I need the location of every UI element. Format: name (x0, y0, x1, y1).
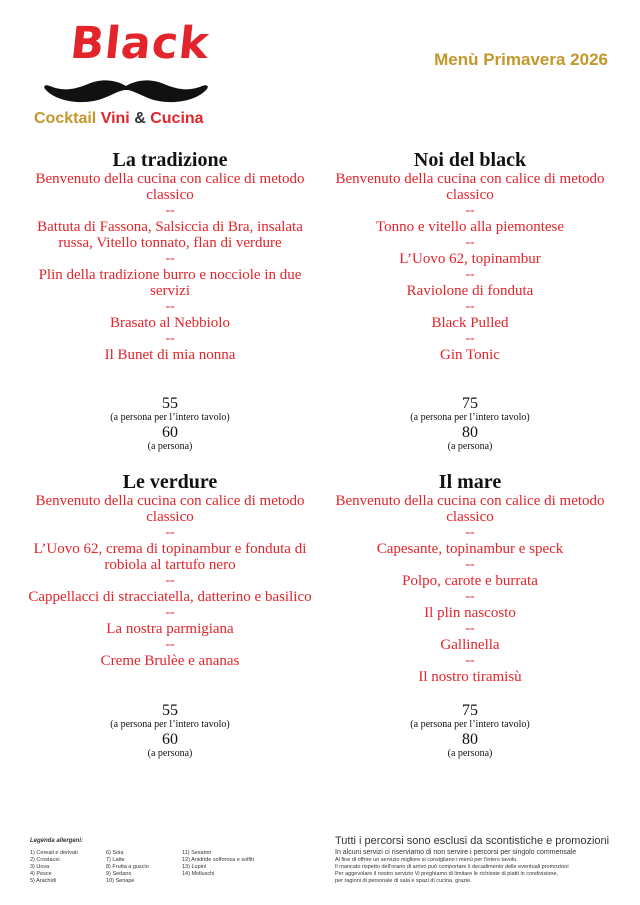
price-table: 75 (462, 702, 478, 719)
legend-title: Legenda allergeni: (30, 838, 84, 844)
allergen-legend (30, 838, 320, 884)
menu-title: Il mare (438, 471, 502, 493)
legend-item: 1) Cereali e derivati (30, 850, 78, 856)
course-separator: -- (165, 299, 175, 314)
price-block (325, 702, 615, 760)
legend-item: 2) Crostacei (30, 857, 60, 863)
course-item: La nostra parmigiana (106, 621, 234, 637)
footer-headline: Tutti i percorsi sono esclusi da scontistiche e promozioni (335, 835, 610, 847)
legend-item: 13) Lupini (182, 864, 207, 870)
course-item: Benvenuto della cucina con calice di metodo classico (335, 493, 605, 525)
course-item: Gin Tonic (440, 347, 500, 363)
price-single: 80 (462, 424, 478, 441)
course-item: Brasato al Nebbiolo (110, 315, 230, 331)
brand-logo (30, 18, 220, 136)
menu-noi-del-black (325, 149, 615, 453)
tagline-amp: & (134, 110, 146, 127)
price-block (25, 702, 315, 760)
course-separator: -- (165, 637, 175, 652)
legend-item: 12) Anidride solforosa e solfiti (182, 857, 254, 863)
legend-item: 5) Arachidi (30, 878, 56, 884)
menu-title: Noi del black (413, 149, 527, 171)
course-separator: -- (165, 331, 175, 346)
course-item: L’Uovo 62, topinambur (399, 251, 541, 267)
price-single: 60 (162, 731, 178, 748)
course-item: Benvenuto della cucina con calice di metodo classico (335, 171, 605, 203)
course-item: Battuta di Fassona, Salsiccia di Bra, insalata russa, Vitello tonnato, flan di verdure (37, 219, 303, 251)
course-item: Polpo, carote e burrata (402, 573, 538, 589)
course-item: Creme Brulèe e ananas (100, 653, 240, 669)
course-item: Il nostro tiramisù (418, 669, 522, 685)
price-single: 80 (462, 731, 478, 748)
footer-line: Al fine di offrire un servizio migliore si consigliano i menù per l’intero tavolo. (335, 857, 518, 863)
footer-subline: In alcuni servizi ci riserviamo di non servire i percorsi per singolo commensale (335, 849, 577, 856)
course-separator: -- (165, 605, 175, 620)
course-separator: -- (465, 557, 475, 572)
price-single-note: (a persona) (447, 441, 493, 452)
brand-name: Black (67, 18, 213, 69)
footer-line: Per aggevolare il nostro servizio Vi preghiamo di limitare le richieste di piatti in condivisione, (335, 871, 559, 877)
tagline-cocktail: Cocktail (34, 110, 97, 127)
price-single-note: (a persona) (147, 441, 193, 452)
price-table-note: (a persona per l’intero tavolo) (110, 412, 230, 423)
course-item: Black Pulled (431, 315, 509, 331)
legend-item: 9) Sedano (106, 871, 132, 877)
course-item: Plin della tradizione burro e nocciole in due servizi (38, 267, 302, 299)
price-table-note: (a persona per l’intero tavolo) (410, 412, 530, 423)
course-separator: -- (465, 267, 475, 282)
menu-title: Le verdure (122, 471, 218, 493)
legend-item: 8) Frutta a guscio (106, 864, 149, 870)
season-title: Menù Primavera 2026 (434, 50, 608, 69)
course-separator: -- (165, 573, 175, 588)
course-item: Raviolone di fonduta (406, 283, 534, 299)
footer-line: per ragioni di personale di sala e spazi di cucina, grazie. (335, 878, 472, 884)
legend-item: 6) Soia (106, 850, 124, 856)
course-item: Tonno e vitello alla piemontese (375, 219, 565, 235)
price-single: 60 (162, 424, 178, 441)
course-separator: -- (465, 525, 475, 540)
price-table-note: (a persona per l’intero tavolo) (410, 719, 530, 730)
brand-tagline (34, 110, 204, 128)
course-separator: -- (165, 251, 175, 266)
course-item: L’Uovo 62, crema di topinambur e fonduta di robiola al tartufo nero (33, 541, 307, 573)
course-separator: -- (165, 525, 175, 540)
legend-item: 14) Molluschi (182, 871, 215, 877)
menu-mare (325, 471, 615, 760)
course-separator: -- (465, 203, 475, 218)
course-separator: -- (465, 331, 475, 346)
price-table-note: (a persona per l’intero tavolo) (110, 719, 230, 730)
legend-item: 10) Senape (106, 878, 135, 884)
course-separator: -- (165, 203, 175, 218)
price-block (25, 395, 315, 453)
course-separator: -- (465, 653, 475, 668)
legend-item: 3) Uova (30, 864, 50, 870)
course-separator: -- (465, 235, 475, 250)
legend-item: 11) Sesamo (182, 850, 212, 856)
legend-item: 4) Pesce (30, 871, 52, 877)
course-separator: -- (465, 621, 475, 636)
price-table: 55 (162, 395, 178, 412)
course-item: Gallinella (440, 637, 500, 653)
price-single-note: (a persona) (147, 748, 193, 759)
course-item: Cappellacci di stracciatella, datterino e basilico (28, 589, 312, 605)
course-item: Benvenuto della cucina con calice di metodo classico (35, 171, 305, 203)
course-item: Benvenuto della cucina con calice di metodo classico (35, 493, 305, 525)
menu-title: La tradizione (112, 149, 228, 171)
course-item: Il plin nascosto (424, 605, 516, 621)
legend-grid (30, 850, 320, 884)
tagline-vini: Vini (100, 110, 130, 127)
course-item: Capesante, topinambur e speck (376, 541, 564, 557)
footer-notes (335, 834, 620, 885)
mustache-icon (42, 78, 210, 106)
menu-tradizione (25, 149, 315, 453)
legend-item (182, 878, 282, 884)
course-item: Il Bunet di mia nonna (104, 347, 236, 363)
footer-line: Il mancato rispetto dell’orario di arrivo può comportare il decadimento delle eventuali promozioni (335, 864, 569, 870)
menu-verdure (25, 471, 315, 760)
course-separator: -- (465, 589, 475, 604)
price-single-note: (a persona) (447, 748, 493, 759)
tagline-cucina: Cucina (150, 110, 204, 127)
price-block (325, 395, 615, 453)
price-table: 55 (162, 702, 178, 719)
legend-item: 7) Latte (106, 857, 125, 863)
price-table: 75 (462, 395, 478, 412)
course-separator: -- (465, 299, 475, 314)
